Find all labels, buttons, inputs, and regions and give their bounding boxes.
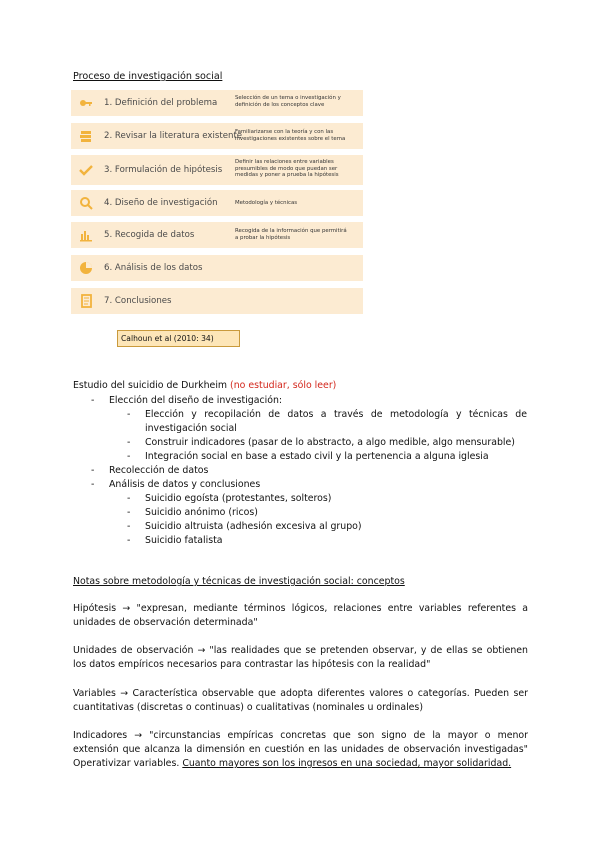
list-item: Elección del diseño de investigación: bbox=[109, 395, 283, 406]
list-item: Recolección de datos bbox=[109, 465, 209, 476]
key-icon bbox=[79, 96, 93, 110]
list-item: Suicidio egoísta (protestantes, solteros) bbox=[145, 493, 332, 504]
variables-paragraph: cuantitativas (discretas o continuas) o cualitativas (nominales u ordinales) bbox=[73, 702, 423, 713]
hipotesis-paragraph: Hipótesis → "expresan, mediante términos lógicos, relaciones entre variables referentes a bbox=[73, 603, 528, 614]
step-analisis bbox=[71, 255, 363, 281]
list-bullet: - bbox=[127, 437, 131, 448]
list-bullet: - bbox=[127, 507, 131, 518]
step-conclusiones bbox=[71, 288, 363, 314]
indicadores-paragraph: extensión que alcanza la dimensión en cuestión en las unidades de observación investigadas" bbox=[73, 744, 528, 755]
indicadores-paragraph: Operativizar variables. Cuanto mayores son los ingresos en una sociedad, mayor solidaridad. bbox=[73, 758, 512, 769]
list-item: Integración social en base a estado civil y la pertenencia a alguna iglesia bbox=[145, 451, 489, 462]
list-item: Suicidio altruista (adhesión excesiva al grupo) bbox=[145, 521, 362, 532]
step-recogida bbox=[71, 222, 363, 248]
document-icon bbox=[79, 294, 93, 308]
list-bullet: - bbox=[127, 493, 131, 504]
step-description: Familiarizarse con la teoría y con las investigaciones existentes sobre el tema bbox=[235, 129, 346, 142]
chart-hand-icon bbox=[79, 228, 93, 242]
list-bullet: - bbox=[91, 395, 95, 406]
variables-paragraph: Variables → Característica observable que adopta diferentes valores o categorías. Pueden ser bbox=[73, 688, 528, 699]
notes-heading: Notas sobre metodología y técnicas de investigación social: conceptos bbox=[73, 576, 405, 587]
list-item: Construir indicadores (pasar de lo abstracto, a algo medible, algo mensurable) bbox=[145, 437, 515, 448]
step-label: 1. Definición del problema bbox=[104, 98, 218, 108]
books-icon bbox=[79, 129, 93, 143]
checkmark-icon bbox=[79, 163, 93, 177]
list-bullet: - bbox=[91, 479, 95, 490]
list-item: Suicidio anónimo (ricos) bbox=[145, 507, 258, 518]
step-hipotesis bbox=[71, 155, 363, 185]
step-diseno bbox=[71, 190, 363, 216]
step-literatura bbox=[71, 123, 363, 149]
list-bullet: - bbox=[127, 409, 131, 420]
step-description: Definir las relaciones entre variables presumibles de modo que puedan ser medidas y poner a prueba la hipótesis bbox=[235, 159, 339, 179]
unidades-paragraph: los datos empíricos necesarios para contrastar las hipótesis con la realidad" bbox=[73, 659, 431, 670]
citation-box: Calhoun et al (2010: 34) bbox=[117, 330, 240, 347]
step-description: Selección de un tema o investigación y definición de los conceptos clave bbox=[235, 95, 341, 108]
step-label: 7. Conclusiones bbox=[104, 296, 172, 306]
step-label: 3. Formulación de hipótesis bbox=[104, 165, 223, 175]
indicadores-paragraph: Indicadores → "circunstancias empíricas concretas que son signo de la mayor o menor bbox=[73, 730, 528, 741]
magnifier-icon bbox=[79, 196, 93, 210]
step-description: Metodología y técnicas bbox=[235, 200, 298, 206]
step-label: 2. Revisar la literatura existente bbox=[104, 131, 243, 141]
list-bullet: - bbox=[127, 535, 131, 546]
hipotesis-paragraph: unidades de observación determinada" bbox=[73, 617, 258, 628]
durkheim-note: (no estudiar, sólo leer) bbox=[230, 380, 337, 391]
list-item: Suicidio fatalista bbox=[145, 535, 223, 546]
diagram-title: Proceso de investigación social bbox=[73, 71, 223, 82]
step-label: 5. Recogida de datos bbox=[104, 230, 195, 240]
list-item: Análisis de datos y conclusiones bbox=[109, 479, 261, 490]
step-definicion bbox=[71, 90, 363, 116]
unidades-paragraph: Unidades de observación → "las realidades que se pretenden observar, y de ellas se obtienen bbox=[73, 645, 528, 656]
step-description: Recogida de la información que permitirá a probar la hipótesis bbox=[235, 228, 347, 241]
list-item: Elección y recopilación de datos a través de metodología y técnicas de bbox=[145, 409, 527, 420]
underlined-example: Cuanto mayores son los ingresos en una sociedad, mayor solidaridad. bbox=[182, 758, 512, 769]
step-label: 4. Diseño de investigación bbox=[104, 198, 218, 208]
list-bullet: - bbox=[127, 521, 131, 532]
list-item: investigación social bbox=[145, 423, 237, 434]
durkheim-heading: Estudio del suicidio de Durkheim (no estudiar, sólo leer) bbox=[73, 380, 337, 391]
pie-icon bbox=[79, 261, 93, 275]
step-label: 6. Análisis de los datos bbox=[104, 263, 203, 273]
list-bullet: - bbox=[91, 465, 95, 476]
list-bullet: - bbox=[127, 451, 131, 462]
